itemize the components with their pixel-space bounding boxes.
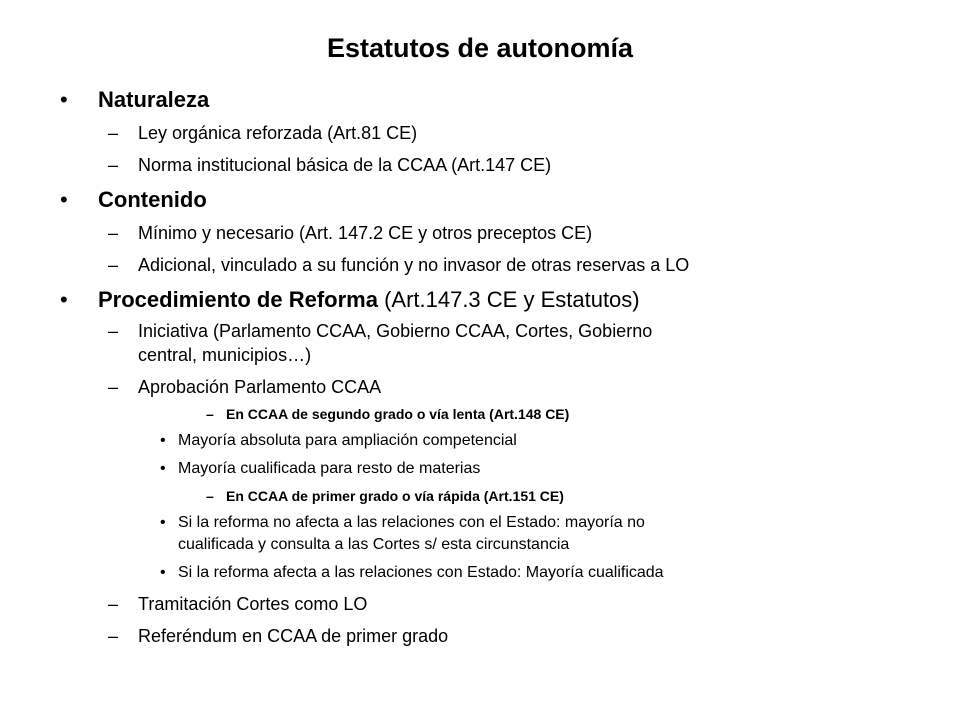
item-text: Mayoría absoluta para ampliación competencial — [178, 432, 517, 449]
bullet-marker: • — [160, 460, 166, 477]
item-text: Aprobación Parlamento CCAA — [138, 377, 382, 397]
item-text: En CCAA de primer grado o vía rápida (Art.151 CE) — [226, 488, 564, 504]
item-text: Adicional, vinculado a su función y no invasor de otras reservas a LO — [138, 255, 690, 275]
dash-marker: – — [108, 123, 119, 143]
dash-marker: – — [108, 155, 119, 175]
dash-marker: – — [108, 223, 119, 243]
dash-marker: – — [108, 377, 119, 397]
item-text: Mínimo y necesario (Art. 147.2 CE y otros preceptos CE) — [138, 223, 593, 243]
bullet-marker: • — [160, 432, 166, 449]
heading-rest-text: (Art.147.3 CE y Estatutos) — [377, 287, 640, 312]
slide-title: Estatutos de autonomía — [326, 33, 634, 63]
item-text: Referéndum en CCAA de primer grado — [138, 626, 449, 646]
bullet-marker: • — [60, 87, 68, 112]
dash-marker: – — [108, 255, 119, 275]
heading-text — [98, 286, 640, 314]
dash-marker: – — [108, 594, 119, 614]
dash-marker: – — [108, 626, 119, 646]
item-text: cualificada y consulta a las Cortes s/ esta circunstancia — [178, 536, 570, 553]
item-text: Mayoría cualificada para resto de materias — [178, 460, 481, 477]
item-text: Si la reforma no afecta a las relaciones con el Estado: mayoría no — [178, 514, 645, 531]
item-text: Si la reforma afecta a las relaciones con Estado: Mayoría cualificada — [178, 564, 664, 581]
dash-marker: – — [206, 406, 214, 422]
item-text: Norma institucional básica de la CCAA (Art.147 CE) — [138, 155, 552, 175]
dash-marker: – — [108, 321, 119, 341]
heading-text: Contenido — [98, 187, 207, 212]
bullet-marker: • — [60, 187, 68, 212]
bullet-marker: • — [160, 514, 166, 531]
item-text: central, municipios…) — [138, 345, 312, 365]
item-text: Ley orgánica reforzada (Art.81 CE) — [138, 123, 418, 143]
item-text: En CCAA de segundo grado o vía lenta (Art.148 CE) — [226, 406, 570, 422]
heading-text: Naturaleza — [98, 87, 210, 112]
bullet-marker: • — [160, 564, 166, 581]
bullet-marker: • — [60, 287, 68, 312]
item-text: Tramitación Cortes como LO — [138, 594, 368, 614]
item-text: Iniciativa (Parlamento CCAA, Gobierno CCAA, Cortes, Gobierno — [138, 321, 653, 341]
heading-bold-text: Procedimiento de Reforma — [98, 287, 378, 312]
dash-marker: – — [206, 488, 214, 504]
